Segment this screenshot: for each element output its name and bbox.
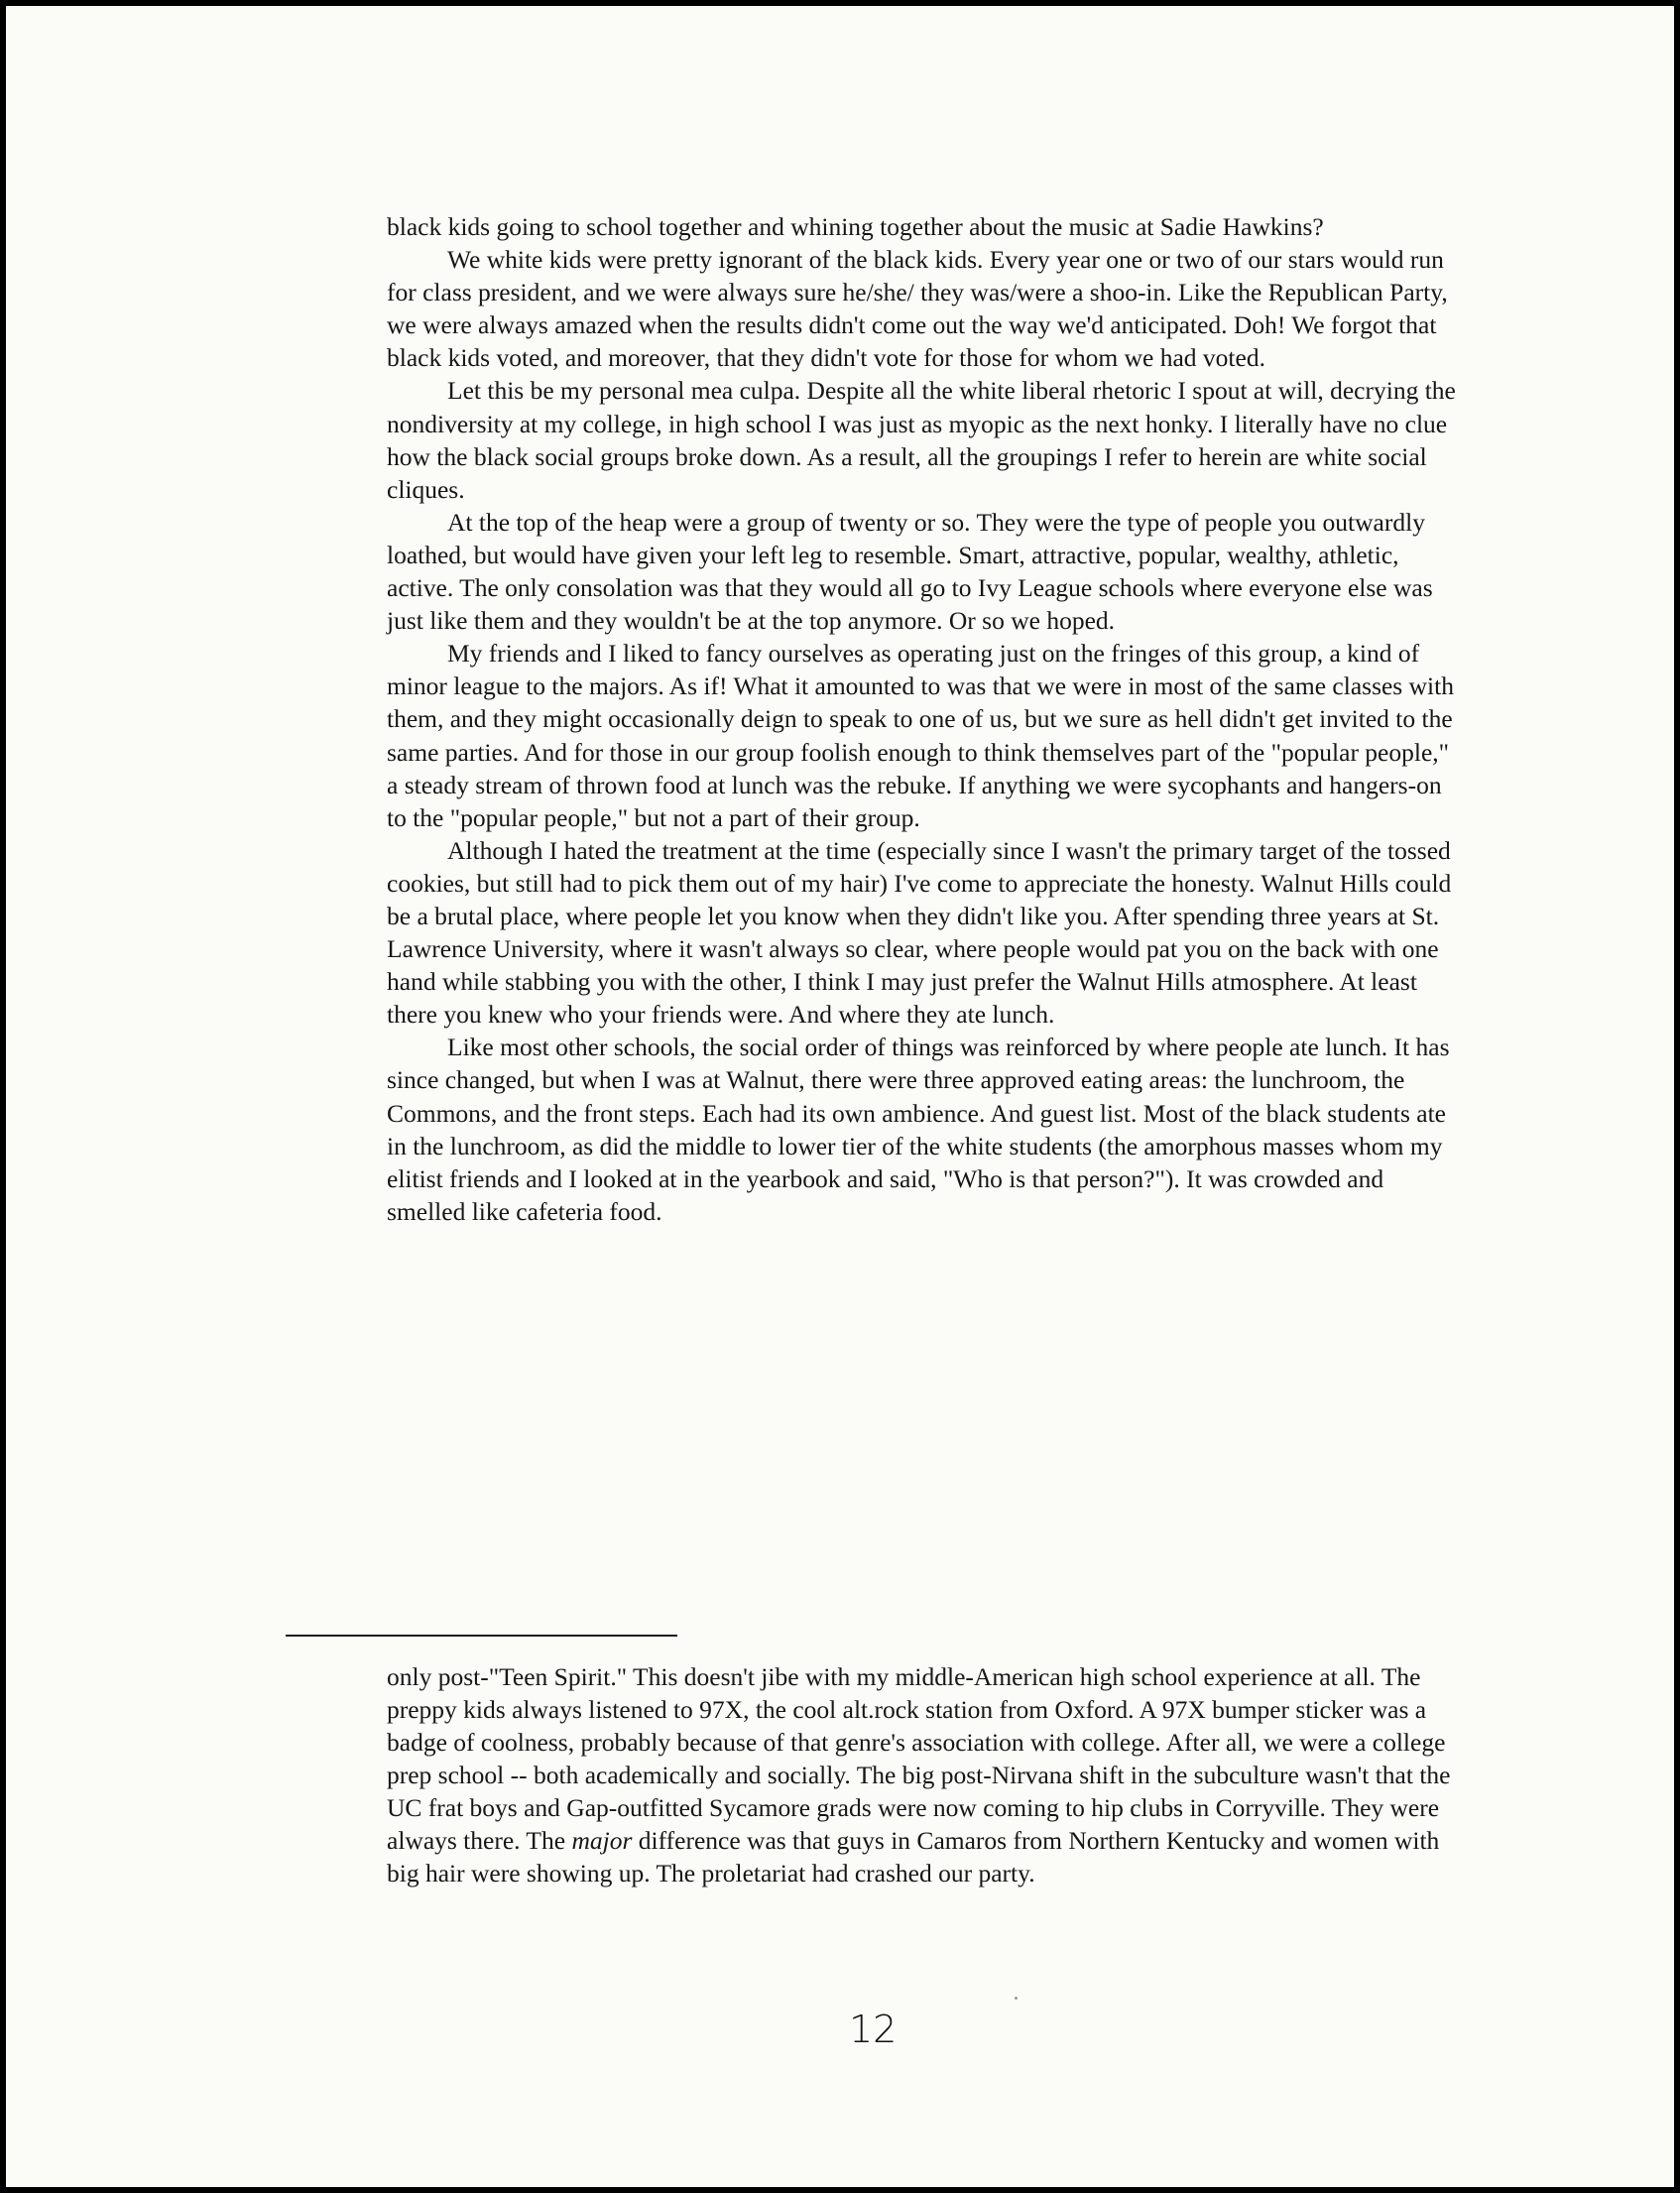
paragraph: My friends and I liked to fancy ourselves as operating just on the fringes of this group, a kind of minor league to the majors. As if! What it amounted to was that we were in most of the same classes with them, and they might occasionally deign to speak to one of us, but we sure as hell didn't get invited to the same parties. And for those in our group foolish enough to think themselves part of the "popular people," a steady stream of thrown food at lunch was the rebuke. If anything we were sycophants and hangers-on to the "popular people," but not a part of their group. [387, 639, 1454, 832]
document-page [6, 6, 1674, 2187]
footnote-italic: major [571, 1826, 633, 1855]
paragraph: black kids going to school together and whining together about the music at Sadie Hawkins? [387, 212, 1324, 241]
paragraph: Although I hated the treatment at the time (especially since I wasn't the primary target of the tossed cookies, but still had to pick them out of my hair) I've come to appreciate the honesty. Walnut Hills could be a brutal place, where people let you know when they didn't like you. After spending three years at St. Lawrence University, where it wasn't always so clear, where people would pat you on the back with one hand while stabbing you with the other, I think I may just prefer the Walnut Hills atmosphere. At least there you knew who your friends were. And where they ate lunch. [387, 835, 1452, 1030]
footnote-text-end: difference was that guys in Camaros from Northern Kentucky and women with big hair were showing up. The proletariat had crashed our party. [387, 1826, 1440, 1888]
paragraph: Let this be my personal mea culpa. Despite all the white liberal rhetoric I spout at will, decrying the nondiversity at my college, in high school I was just as myopic as the next honky. I literally have no clue how the black social groups broke down. As a result, all the groupings I refer to herein are white social cliques. [387, 376, 1456, 504]
footnote [387, 1660, 1456, 1889]
paragraph: At the top of the heap were a group of twenty or so. They were the type of people you outwardly loathed, but would have given your left leg to resemble. Smart, attractive, popular, wealthy, athletic, active. The only consolation was that they would all go to Ivy League schools where everyone else was just like them and they wouldn't be at the top anymore. Or so we hoped. [387, 507, 1433, 636]
paragraph: Like most other schools, the social order of things was reinforced by where people ate lunch. It has since changed, but when I was at Walnut, there were three approved eating areas: the lunchroom, the Commons, and the front steps. Each had its own ambience. And guest list. Most of the black students ate in the lunchroom, as did the middle to lower tier of the white students (the amorphous masses whom my elitist friends and I looked at in the yearbook and said, "Who is that person?"). It was crowded and smelled like cafeteria food. [387, 1033, 1450, 1226]
footnote-text [387, 1660, 1456, 1889]
main-text [387, 210, 1456, 1228]
footnote-text-start: only post-"Teen Spirit." This doesn't jibe with my middle-American high school experience at all. The preppy kids always listened to 97X, the cool alt.rock station from Oxford. A 97X bumper sticker was a badge of coolness, probably because of that genre's association with college. After all, we were a college prep school -- both academically and socially. The big post-Nirvana shift in the subculture wasn't that the UC frat boys and Gap-outfitted Sycamore grads were now coming to hip clubs in Corryville. They were always there. The [387, 1662, 1451, 1855]
scan-speck [1015, 1997, 1018, 2000]
page-number: 12 [849, 2008, 898, 2051]
paragraph: We white kids were pretty ignorant of the black kids. Every year one or two of our stars would run for class president, and we were always sure he/she/ they was/were a shoo-in. Like the Republican Party, we were always amazed when the results didn't come out the way we'd anticipated. Doh! We forgot that black kids voted, and moreover, that they didn't vote for those for whom we had voted. [387, 245, 1448, 373]
footnote-separator [286, 1635, 677, 1637]
